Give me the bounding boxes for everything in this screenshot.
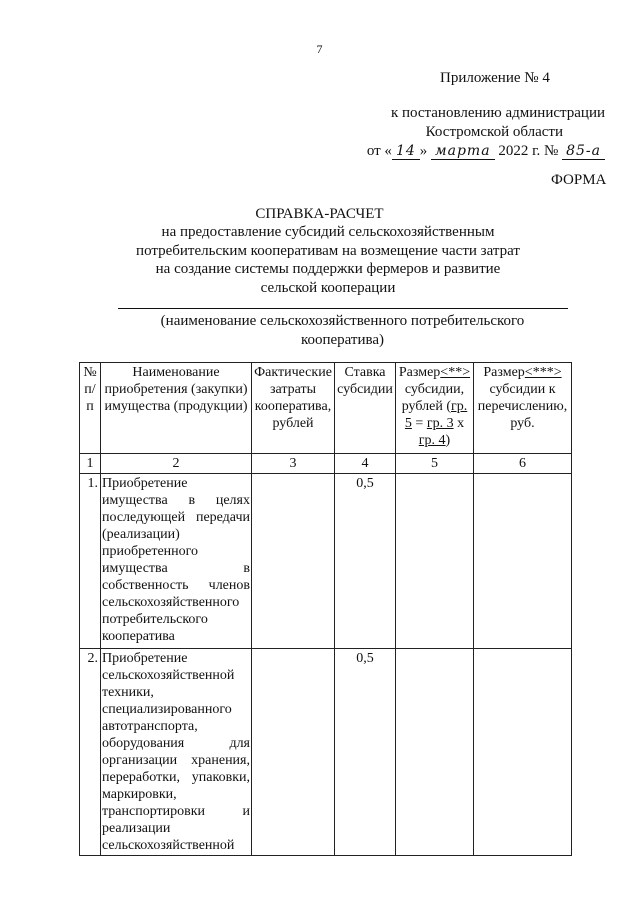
column-number: 3 xyxy=(252,454,335,474)
row-item-name: Приобретение имущества в целях последующей передачи (реализации) приобретенного имущества в собственность членов сельскохозяйственного потребительского кооператива xyxy=(101,474,252,649)
decree-line-1: к постановлению администрации xyxy=(390,105,605,121)
row-actual-costs xyxy=(252,474,335,649)
header-subsidy-amount-text: субсидии, рублей ( xyxy=(401,382,465,414)
page-number: 7 xyxy=(316,42,323,56)
header-subsidy-rate: Ставка субсидии xyxy=(335,363,396,454)
calculation-table xyxy=(79,362,572,856)
column-number: 6 xyxy=(474,454,572,474)
decree-date-line xyxy=(367,143,605,160)
form-label: ФОРМА xyxy=(551,172,607,188)
header-item-name: Наименование приобретения (закупки) имущества (продукции) xyxy=(101,363,252,454)
table-row xyxy=(80,474,572,649)
date-mid: » xyxy=(419,143,428,159)
table-header-row xyxy=(80,363,572,454)
cooperative-name-caption: (наименование сельскохозяйственного потребительского кооператива) xyxy=(160,313,525,348)
formula-end: ) xyxy=(445,433,451,448)
header-subsidy-amount-label: Размер xyxy=(398,365,441,380)
header-actual-costs: Фактические затраты кооператива, рублей xyxy=(252,363,335,454)
date-prefix: от « xyxy=(366,143,392,159)
row-subsidy-amount xyxy=(396,649,474,856)
footnote-ref-3[interactable]: <***> xyxy=(524,365,562,380)
column-number: 2 xyxy=(101,454,252,474)
column-ref-3[interactable]: гр. 3 xyxy=(426,416,454,431)
row-subsidy-rate: 0,5 xyxy=(335,649,396,856)
header-subsidy-transfer-label: Размер xyxy=(483,365,525,380)
row-subsidy-transfer xyxy=(474,649,572,856)
header-subsidy-transfer-text: субсидии к перечислению, руб. xyxy=(477,382,568,431)
row-number: 2. xyxy=(80,649,101,856)
row-subsidy-amount xyxy=(396,474,474,649)
header-subsidy-transfer xyxy=(474,363,572,454)
cooperative-name-line xyxy=(118,308,568,309)
row-item-name: Приобретение сельскохозяйственной техники, специализированного автотранспорта, оборудования для организации хранения, переработки, упаковки, маркировки, транспортировки и реализации сельскохозяйственной xyxy=(101,649,252,856)
decree-reference xyxy=(360,104,605,161)
column-number-row xyxy=(80,454,572,474)
table-row xyxy=(80,649,572,856)
row-actual-costs xyxy=(252,649,335,856)
formula-eq: = xyxy=(411,416,427,431)
footnote-ref-2[interactable]: <**> xyxy=(440,365,471,380)
handwritten-decree-number: 85-а xyxy=(562,143,605,160)
row-number: 1. xyxy=(80,474,101,649)
decree-line-2: Костромской области xyxy=(425,124,563,140)
handwritten-day: 14 xyxy=(392,143,420,160)
handwritten-month: марта xyxy=(431,143,495,160)
column-number: 1 xyxy=(80,454,101,474)
formula-times: x xyxy=(453,416,465,431)
row-subsidy-transfer xyxy=(474,474,572,649)
row-subsidy-rate: 0,5 xyxy=(335,474,396,649)
date-year: 2022 г. № xyxy=(498,143,559,159)
document-subtitle: на предоставление субсидий сельскохозяйственным потребительским кооперативам на возмещение части затрат на создание системы поддержки фермеров и развитие сельской кооперации xyxy=(136,224,520,296)
column-number: 5 xyxy=(396,454,474,474)
appendix-label: Приложение № 4 xyxy=(440,70,550,86)
column-number: 4 xyxy=(335,454,396,474)
column-ref-4[interactable]: гр. 4 xyxy=(418,433,446,448)
header-number: № п/п xyxy=(80,363,101,454)
header-subsidy-amount xyxy=(396,363,474,454)
column-ref-5[interactable]: гр. 5 xyxy=(404,399,468,431)
document-title: СПРАВКА-РАСЧЕТ xyxy=(255,206,384,222)
